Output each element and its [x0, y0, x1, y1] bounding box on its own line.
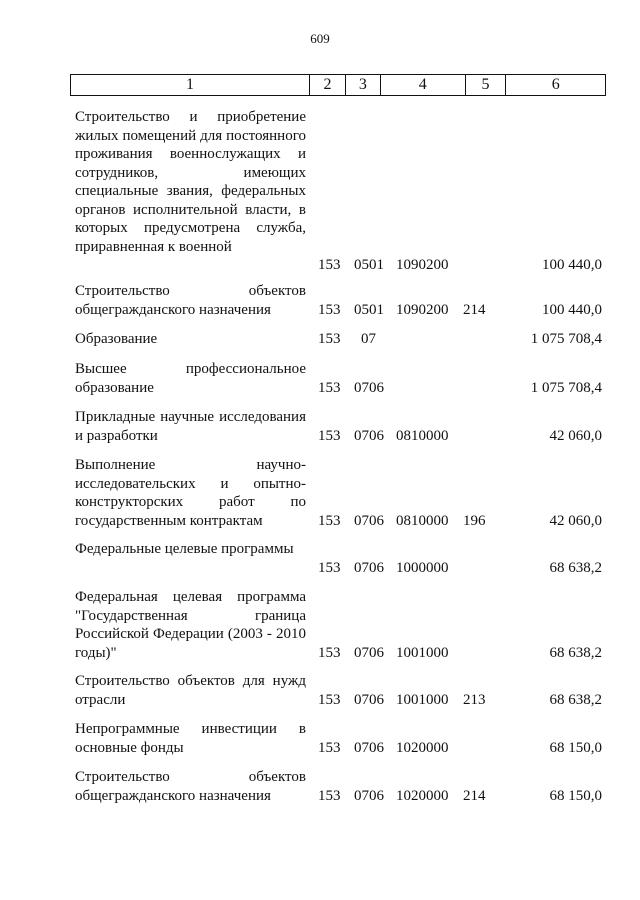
cell-admin: 153 — [318, 379, 341, 396]
header-col-5: 5 — [466, 75, 507, 95]
cell-section: 0706 — [354, 644, 384, 661]
row-description: Образование — [75, 331, 158, 347]
cell-amount: 1 075 708,4 — [530, 331, 602, 347]
cell-section: 0706 — [354, 691, 384, 708]
page-number: 609 — [310, 31, 330, 46]
cell-section: 0706 — [354, 379, 384, 396]
cell-amount: 100 440,0 — [542, 257, 602, 273]
cell-section: 0501 — [354, 301, 384, 318]
cell-target: 1090200 — [396, 301, 449, 318]
cell-target: 1000000 — [396, 559, 449, 576]
cell-target: 0810000 — [396, 512, 449, 529]
row-description: Выполнение научно-исследовательских и опытно-конструкторских работ по государственным контрактам — [75, 457, 306, 529]
row-description: Строительство и приобретение жилых помещений для постоянного проживания военнослужащих и сотрудников, имеющих специальные звания, федеральных органов исполнительной власти, в которых предусмотрена служба, приравненная к военной — [75, 109, 306, 255]
cell-target: 0810000 — [396, 427, 449, 444]
cell-section: 07 — [361, 331, 376, 347]
row-description: Федеральные целевые программы — [75, 541, 294, 557]
row-description: Строительство объектов общегражданского назначения — [75, 769, 306, 804]
cell-amount: 68 150,0 — [549, 739, 602, 756]
cell-target: 1001000 — [396, 691, 449, 708]
header-col-1: 1 — [71, 75, 310, 95]
cell-admin: 153 — [318, 787, 341, 804]
row-description: Строительство объектов общегражданского назначения — [75, 283, 306, 318]
cell-section: 0706 — [354, 427, 384, 444]
header-col-6: 6 — [551, 76, 560, 93]
cell-amount: 100 440,0 — [542, 301, 602, 318]
cell-amount: 68 638,2 — [549, 691, 602, 708]
cell-target: 1090200 — [396, 257, 449, 273]
header-col-3: 3 — [346, 75, 381, 95]
row-description: Строительство объектов для нужд отрасли — [75, 673, 306, 708]
cell-section: 0706 — [354, 512, 384, 529]
cell-admin: 153 — [318, 691, 341, 708]
cell-amount: 1 075 708,4 — [530, 379, 602, 396]
cell-admin: 153 — [318, 301, 341, 318]
cell-section: 0706 — [354, 559, 384, 576]
row-description: Непрограммные инвестиции в основные фонды — [75, 721, 306, 756]
cell-type: 214 — [463, 301, 486, 318]
header-col-2: 2 — [310, 75, 346, 95]
cell-admin: 153 — [318, 644, 341, 661]
cell-amount: 68 638,2 — [549, 559, 602, 576]
cell-section: 0501 — [354, 257, 384, 273]
cell-target: 1020000 — [396, 787, 449, 804]
cell-amount: 42 060,0 — [549, 512, 602, 529]
cell-amount: 68 150,0 — [549, 787, 602, 804]
cell-admin: 153 — [318, 257, 341, 273]
table-header — [70, 74, 606, 96]
cell-admin: 153 — [318, 512, 341, 529]
cell-type: 196 — [463, 512, 486, 529]
cell-admin: 153 — [318, 331, 341, 347]
row-description: Прикладные научные исследования и разработки — [75, 409, 306, 444]
cell-admin: 153 — [318, 739, 341, 756]
cell-target: 1001000 — [396, 644, 449, 661]
cell-amount: 68 638,2 — [549, 644, 602, 661]
cell-type: 213 — [463, 691, 486, 708]
row-description: Федеральная целевая программа "Государственная граница Российской Федерации (2003 - 2010 годы)" — [75, 589, 306, 661]
row-description: Высшее профессиональное образование — [75, 361, 306, 396]
cell-section: 0706 — [354, 739, 384, 756]
cell-admin: 153 — [318, 559, 341, 576]
cell-admin: 153 — [318, 427, 341, 444]
cell-target: 1020000 — [396, 739, 449, 756]
cell-type: 214 — [463, 787, 486, 804]
cell-section: 0706 — [354, 787, 384, 804]
header-col-4: 4 — [381, 75, 466, 95]
cell-amount: 42 060,0 — [549, 427, 602, 444]
